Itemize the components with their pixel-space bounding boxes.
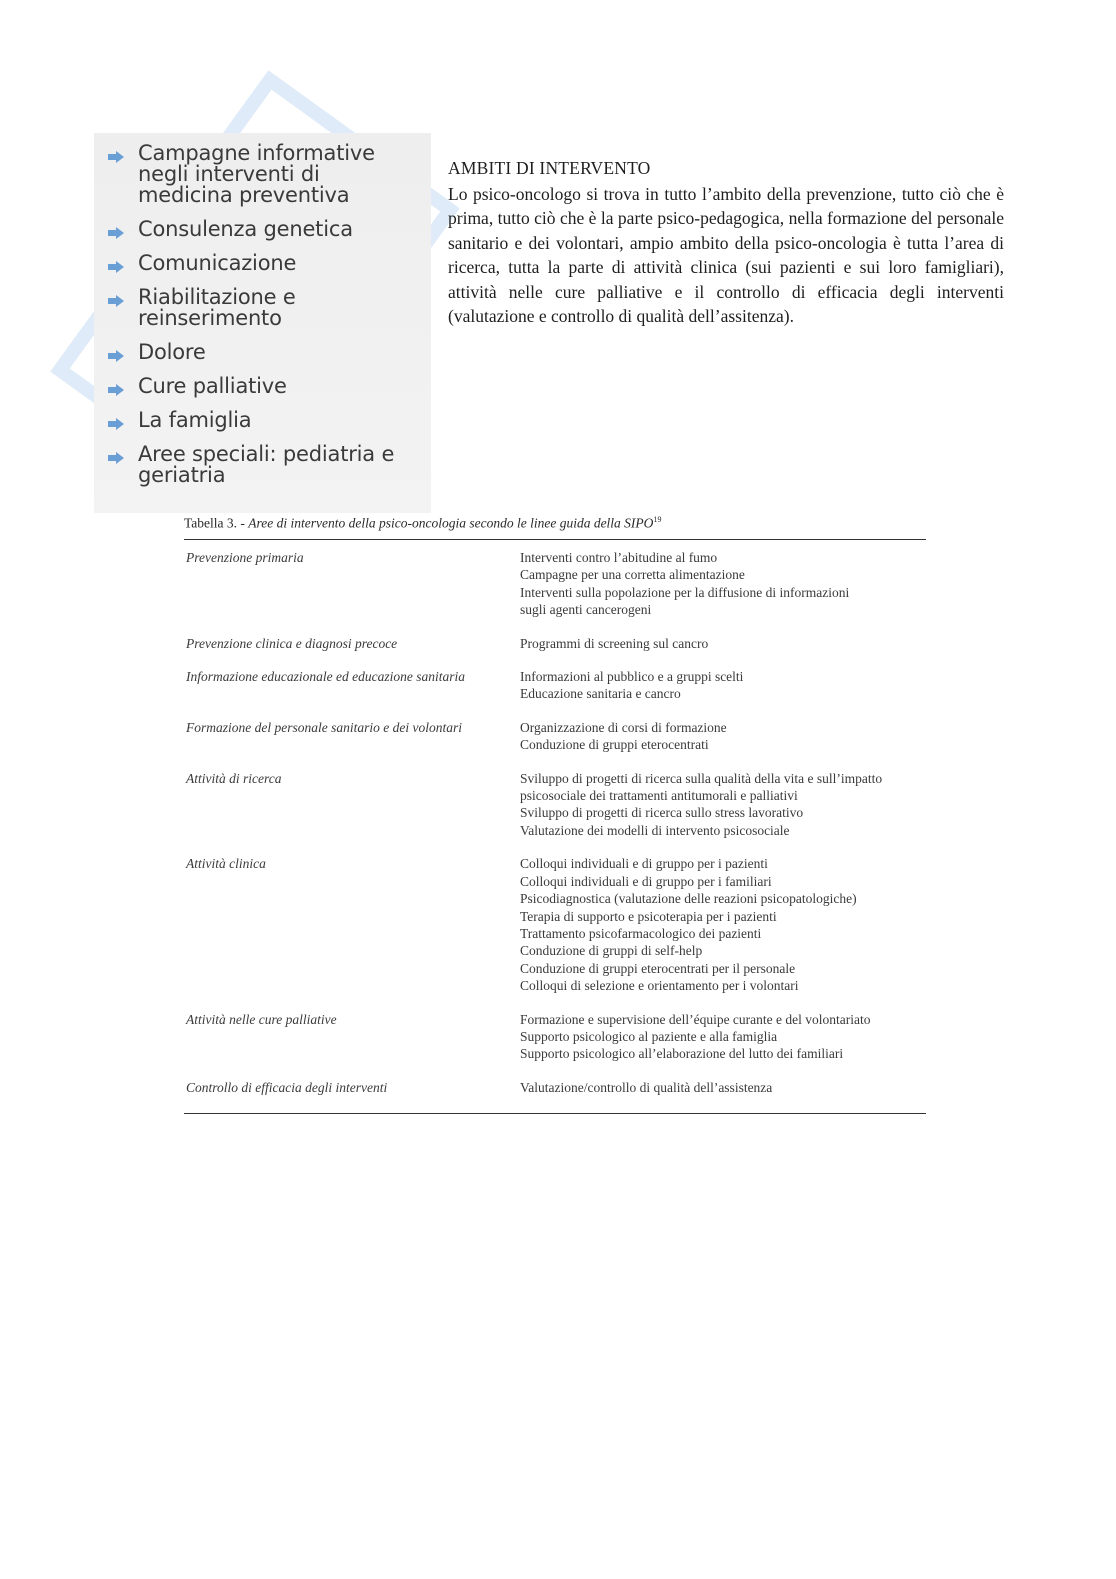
- table-row: [186, 549, 926, 619]
- interventions-cell: [520, 549, 926, 619]
- spacer-cell: [520, 839, 926, 855]
- interventions-cell: [520, 668, 926, 703]
- table-caption-prefix: Tabella 3. -: [184, 515, 249, 531]
- bullet-line: medicina preventiva: [138, 183, 350, 207]
- bullet-text: [138, 410, 251, 431]
- intervention-line: Colloqui di selezione e orientamento per i volontari: [520, 978, 799, 994]
- intervention-line: Psicodiagnostica (valutazione delle reazioni psicopatologiche): [520, 891, 857, 907]
- spacer-cell: [186, 1063, 520, 1079]
- bullet-text: [138, 342, 206, 363]
- row-spacer: [186, 754, 926, 770]
- intervention-line: Supporto psicologico al paziente e alla famiglia: [520, 1028, 778, 1044]
- bullet-line: Dolore: [138, 340, 206, 364]
- interventions-cell: [520, 719, 926, 754]
- row-spacer: [186, 652, 926, 668]
- row-spacer: [186, 619, 926, 635]
- table-row: [186, 855, 926, 994]
- row-spacer: [186, 839, 926, 855]
- intervention-line: Terapia di supporto e psicoterapia per i pazienti: [520, 908, 777, 924]
- intervention-line: Educazione sanitaria e cancro: [520, 686, 681, 702]
- intervention-line: Formazione e supervisione dell’équipe curante e del volontariato: [520, 1011, 871, 1027]
- spacer-cell: [520, 754, 926, 770]
- bullet-line: Riabilitazione e: [138, 285, 296, 309]
- intervention-line: Sviluppo di progetti di ricerca sullo stress lavorativo: [520, 805, 804, 821]
- bullet-text: [138, 143, 375, 206]
- interventions-cell: [520, 855, 926, 994]
- table-caption-ref: 19: [653, 515, 662, 524]
- bullet-line: Aree speciali: pediatria e: [138, 442, 395, 466]
- table-bottom-rule: [184, 1113, 926, 1114]
- intervention-line: Programmi di screening sul cancro: [520, 635, 709, 651]
- area-cell: Attività nelle cure palliative: [186, 1011, 337, 1027]
- table-row: [186, 1079, 926, 1096]
- bullet-line: Comunicazione: [138, 251, 297, 275]
- intervention-line: Colloqui individuali e di gruppo per i pazienti: [520, 856, 768, 872]
- table-row: [186, 668, 926, 703]
- spacer-cell: [520, 1063, 926, 1079]
- area-cell: Attività di ricerca: [186, 770, 282, 786]
- row-spacer: [186, 703, 926, 719]
- intervention-line: Conduzione di gruppi di self-help: [520, 943, 703, 959]
- table-row: [186, 770, 926, 840]
- area-cell: Informazione educazionale ed educazione sanitaria: [186, 669, 465, 685]
- area-cell: Attività clinica: [186, 856, 266, 872]
- intervention-line: Campagne per una corretta alimentazione: [520, 567, 745, 583]
- bullet-line: Cure palliative: [138, 374, 287, 398]
- bullet-line: La famiglia: [138, 408, 252, 432]
- arrow-right-icon: [108, 295, 124, 307]
- spacer-cell: [186, 619, 520, 635]
- spacer-cell: [186, 703, 520, 719]
- intervention-line: Conduzione di gruppi eterocentrati: [520, 737, 709, 753]
- arrow-right-icon: [108, 261, 124, 273]
- bullet-text: [138, 287, 296, 329]
- table-row: [186, 719, 926, 754]
- area-cell: Prevenzione clinica e diagnosi precoce: [186, 635, 398, 651]
- bullet-item: [108, 287, 418, 329]
- interventions-cell: [520, 770, 926, 840]
- intervention-areas-table: [186, 549, 926, 1096]
- spacer-cell: [520, 652, 926, 668]
- row-spacer: [186, 1063, 926, 1079]
- intervention-line: Supporto psicologico all’elaborazione del lutto dei familiari: [520, 1046, 844, 1062]
- intervention-line: Trattamento psicofarmacologico dei pazienti: [520, 925, 762, 941]
- spacer-cell: [186, 995, 520, 1011]
- arrow-right-icon: [108, 384, 124, 396]
- arrow-right-icon: [108, 151, 124, 163]
- table-row: [186, 1011, 926, 1063]
- topic-bullet-panel: [94, 133, 431, 513]
- bullet-text: [138, 219, 353, 240]
- intervention-line: Interventi sulla popolazione per la diffusione di informazioni: [520, 584, 850, 600]
- intervention-line: Conduzione di gruppi eterocentrati per il personale: [520, 960, 796, 976]
- intervention-line: Sviluppo di progetti di ricerca sulla qualità della vita e sull’impatto: [520, 770, 883, 786]
- intervention-line: psicosociale dei trattamenti antitumorali e palliativi: [520, 788, 798, 804]
- section-body: Lo psico-oncologo si trova in tutto l’ambito della prevenzione, tutto ciò che è prima, tutto ciò che è la parte psico-pedagogica, nella formazione del personale sanitario e dei volontari, ampio ambito della psico-oncologia è tutta l’area di ricerca, tutta la parte di attività clinica (sui pazienti e sui loro famigliari), attività nelle cure palliative e il controllo di efficacia degli interventi (valutazione e controllo di qualità dell’assitenza).: [448, 184, 1004, 327]
- arrow-right-icon: [108, 452, 124, 464]
- spacer-cell: [186, 652, 520, 668]
- bullet-text: [138, 253, 296, 274]
- interventions-cell: [520, 635, 926, 652]
- table-caption-title: Aree di intervento della psico-oncologia secondo le linee guida della SIPO: [248, 515, 654, 531]
- bullet-item: [108, 376, 418, 397]
- intervention-line: Organizzazione di corsi di formazione: [520, 719, 727, 735]
- intervention-line: Valutazione/controllo di qualità dell’assistenza: [520, 1079, 773, 1095]
- bullet-item: [108, 219, 418, 240]
- intervention-line: Interventi contro l’abitudine al fumo: [520, 550, 718, 565]
- bullet-item: [108, 410, 418, 431]
- area-cell: Formazione del personale sanitario e dei volontari: [186, 719, 462, 735]
- intervention-line: Colloqui individuali e di gruppo per i familiari: [520, 873, 772, 889]
- row-spacer: [186, 995, 926, 1011]
- bullet-line: Consulenza genetica: [138, 217, 353, 241]
- bullet-item: [108, 444, 418, 486]
- bullet-line: reinserimento: [138, 306, 282, 330]
- intervention-line: Valutazione dei modelli di intervento psicosociale: [520, 822, 790, 838]
- interventions-cell: [520, 1011, 926, 1063]
- bullet-line: geriatria: [138, 463, 226, 487]
- table-row: [186, 635, 926, 652]
- spacer-cell: [520, 995, 926, 1011]
- bullet-text: [138, 444, 394, 486]
- bullet-item: [108, 253, 418, 274]
- arrow-right-icon: [108, 350, 124, 362]
- area-cell: Prevenzione primaria: [186, 550, 304, 565]
- spacer-cell: [186, 839, 520, 855]
- bullet-item: [108, 342, 418, 363]
- bullet-text: [138, 376, 287, 397]
- intervention-line: sugli agenti cancerogeni: [520, 602, 652, 618]
- arrow-right-icon: [108, 227, 124, 239]
- spacer-cell: [186, 754, 520, 770]
- bullet-line: negli interventi di: [138, 162, 320, 186]
- spacer-cell: [520, 619, 926, 635]
- section-heading: AMBITI DI INTERVENTO: [448, 158, 651, 178]
- intervention-line: Informazioni al pubblico e a gruppi scelti: [520, 669, 744, 685]
- spacer-cell: [520, 703, 926, 719]
- table-caption: [184, 515, 661, 532]
- bullet-item: [108, 143, 418, 206]
- arrow-right-icon: [108, 418, 124, 430]
- area-cell: Controllo di efficacia degli interventi: [186, 1079, 388, 1095]
- interventions-cell: [520, 1079, 926, 1096]
- table-top-rule: [184, 539, 926, 540]
- bullet-line: Campagne informative: [138, 141, 375, 165]
